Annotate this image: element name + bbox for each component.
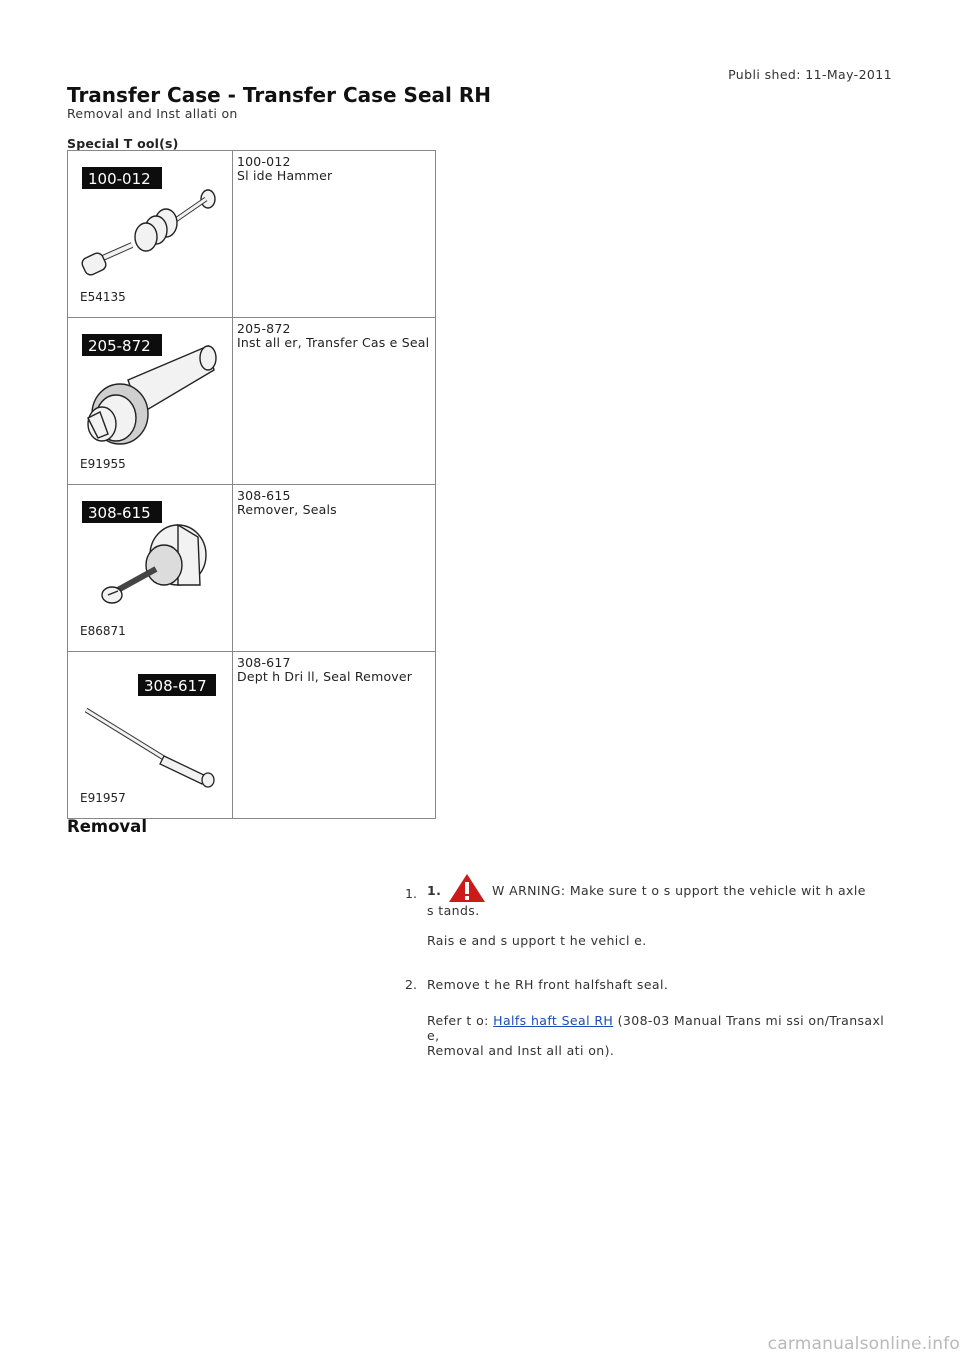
tool-name: Inst all er, Transfer Cas e Seal: [237, 335, 430, 350]
tool-name: Dept h Dri ll, Seal Remover: [237, 669, 413, 684]
tool-badge: 308-617: [144, 677, 207, 695]
tool-name: Remover, Seals: [237, 502, 337, 517]
removal-heading: Removal: [67, 817, 147, 836]
tool-image-ref: E54135: [80, 290, 126, 304]
tool-badge: 308-615: [88, 504, 151, 522]
slide-hammer-icon: [68, 151, 232, 313]
refer-line: [427, 1013, 897, 1043]
tool-image-cell: [68, 151, 233, 318]
tool-row: [68, 485, 436, 652]
tool-number: 308-617: [237, 655, 291, 670]
tool-text-cell: [233, 318, 436, 485]
halfshaft-seal-link[interactable]: Halfs haft Seal RH: [493, 1013, 614, 1028]
step-text: Remove t he RH front halfshaft seal.: [427, 977, 669, 992]
tool-row: [68, 151, 436, 318]
step-number: 2.: [405, 977, 417, 992]
tool-number: 100-012: [237, 154, 291, 169]
tool-image-cell: [68, 652, 233, 819]
tool-number: 308-615: [237, 488, 291, 503]
watermark: carmanualsonline.info: [767, 1334, 960, 1354]
step-text: Rais e and s upport t he vehicl e.: [427, 933, 647, 948]
step-2: [427, 977, 897, 1058]
tool-text-cell: [233, 485, 436, 652]
step-number: 1.: [405, 886, 417, 901]
tool-text-cell: [233, 652, 436, 819]
step-1: [427, 873, 897, 948]
seal-installer-icon: [68, 318, 232, 480]
tool-name: Sl ide Hammer: [237, 168, 333, 183]
warning-text: W ARNING: Make sure t o s upport the vehicle wit h axle: [492, 883, 866, 898]
tool-row: [68, 652, 436, 819]
warning-text-cont: s tands.: [427, 903, 480, 918]
refer-suffix-cont: Removal and Inst all ati on).: [427, 1043, 615, 1058]
tool-badge: 100-012: [88, 170, 151, 188]
tool-row: [68, 318, 436, 485]
tool-badge: 205-872: [88, 337, 151, 355]
refer-suffix: (308-03 Manual Trans mi ssi on/Transaxl e,: [427, 1013, 885, 1043]
tool-image-cell: [68, 318, 233, 485]
special-tools-table: [67, 150, 436, 819]
warning-line: [427, 873, 897, 903]
special-tools-heading: Special T ool(s): [67, 136, 179, 151]
tool-image-ref: E86871: [80, 624, 126, 638]
seal-remover-icon: [68, 485, 232, 647]
tool-image-ref: E91957: [80, 791, 126, 805]
tool-text-cell: [233, 151, 436, 318]
depth-drill-icon: [68, 652, 232, 814]
published-date: Publi shed: 11-May-2011: [728, 67, 892, 82]
tool-image-ref: E91955: [80, 457, 126, 471]
refer-prefix: Refer t o:: [427, 1013, 489, 1028]
tool-number: 205-872: [237, 321, 291, 336]
warning-icon: [448, 873, 486, 903]
page-subtitle: Removal and Inst allati on: [67, 106, 238, 121]
tool-image-cell: [68, 485, 233, 652]
step-bold-number: 1.: [427, 883, 442, 898]
page-title: Transfer Case - Transfer Case Seal RH: [67, 83, 491, 107]
